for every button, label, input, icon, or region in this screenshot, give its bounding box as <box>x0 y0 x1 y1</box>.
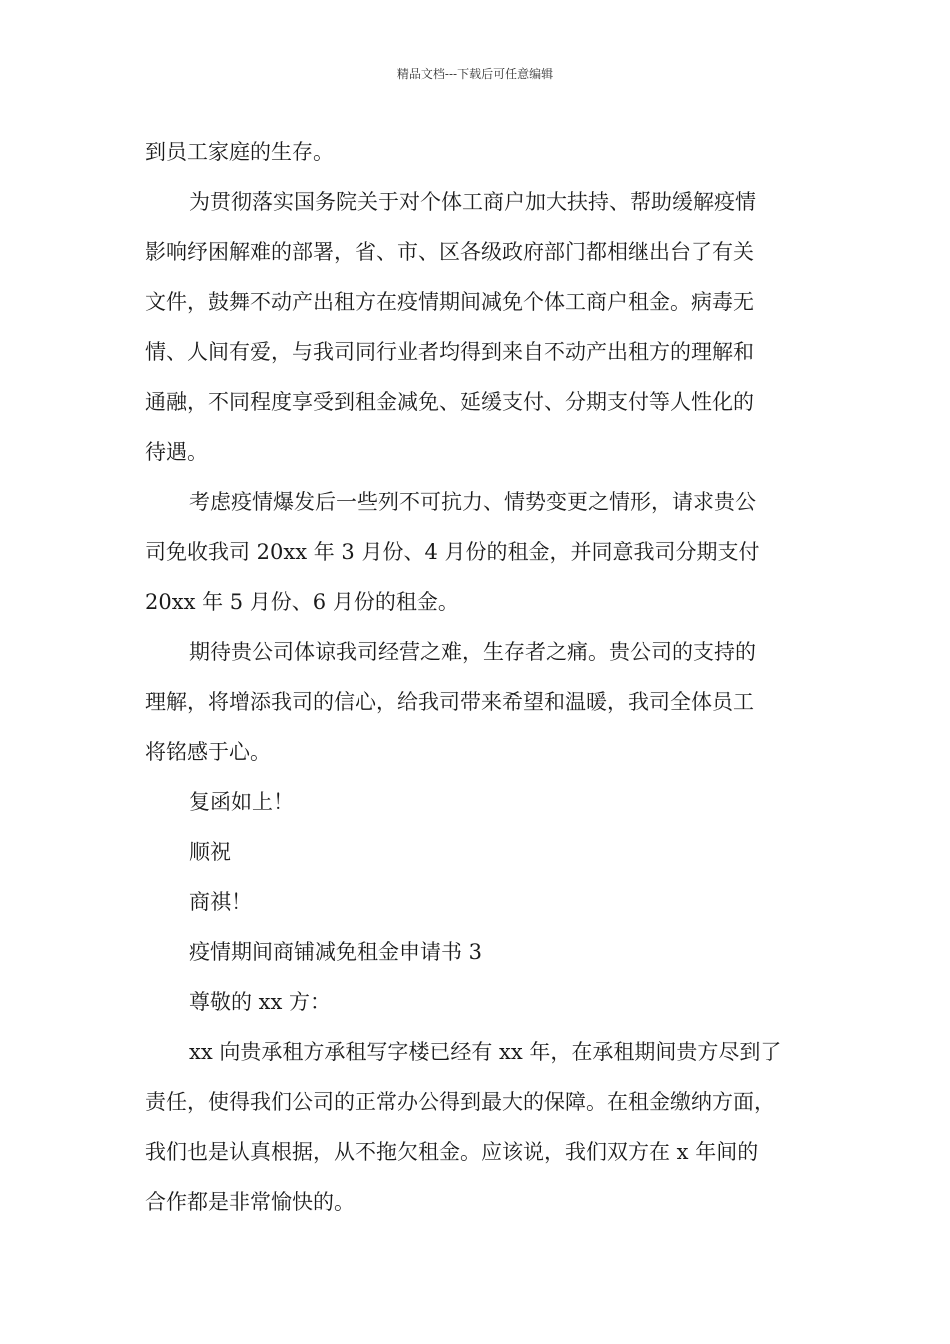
paragraph-start-line: 为贯彻落实国务院关于对个体工商户加大扶持、帮助缓解疫情 <box>189 190 756 214</box>
text-line: 司免收我司 20xx 年 3 月份、4 月份的租金，并同意我司分期支付 <box>145 540 760 564</box>
text-line: 我们也是认真根据，从不拖欠租金。应该说，我们双方在 x 年间的 <box>145 1140 759 1164</box>
closing-line: 复函如上！ <box>189 790 294 814</box>
text-line: 责任，使得我们公司的正常办公得到最大的保障。在租金缴纳方面， <box>145 1090 775 1114</box>
salutation-line: 顺祝 <box>189 840 231 864</box>
salutation-line: 商祺！ <box>189 890 252 914</box>
paragraph-start-line: 期待贵公司体谅我司经营之难，生存者之痛。贵公司的支持的 <box>189 640 756 664</box>
text-line: 待遇。 <box>145 440 208 464</box>
text-line: 文件，鼓舞不动产出租方在疫情期间减免个体工商户租金。病毒无 <box>145 290 754 314</box>
text-line: 情、人间有爱，与我司同行业者均得到来自不动产出租方的理解和 <box>145 340 754 364</box>
greeting-line: 尊敬的 xx 方： <box>189 990 332 1014</box>
text-line: 到员工家庭的生存。 <box>145 140 334 164</box>
section-title: 疫情期间商铺减免租金申请书 3 <box>189 940 483 964</box>
text-line: 将铭感于心。 <box>145 740 271 764</box>
page-header: 精品文档---下载后可任意编辑 <box>396 67 554 81</box>
paragraph-start-line: 考虑疫情爆发后一些列不可抗力、情势变更之情形，请求贵公 <box>189 490 756 514</box>
text-line: 通融，不同程度享受到租金减免、延缓支付、分期支付等人性化的 <box>145 390 754 414</box>
paragraph-start-line: xx 向贵承租方承租写字楼已经有 xx 年，在承租期间贵方尽到了 <box>189 1040 782 1064</box>
text-line: 理解，将增添我司的信心，给我司带来希望和温暖，我司全体员工 <box>145 690 754 714</box>
text-line: 20xx 年 5 月份、6 月份的租金。 <box>145 590 459 614</box>
text-line: 合作都是非常愉快的。 <box>145 1190 355 1214</box>
text-line: 影响纾困解难的部署，省、市、区各级政府部门都相继出台了有关 <box>145 240 754 264</box>
document-body <box>145 127 815 1227</box>
